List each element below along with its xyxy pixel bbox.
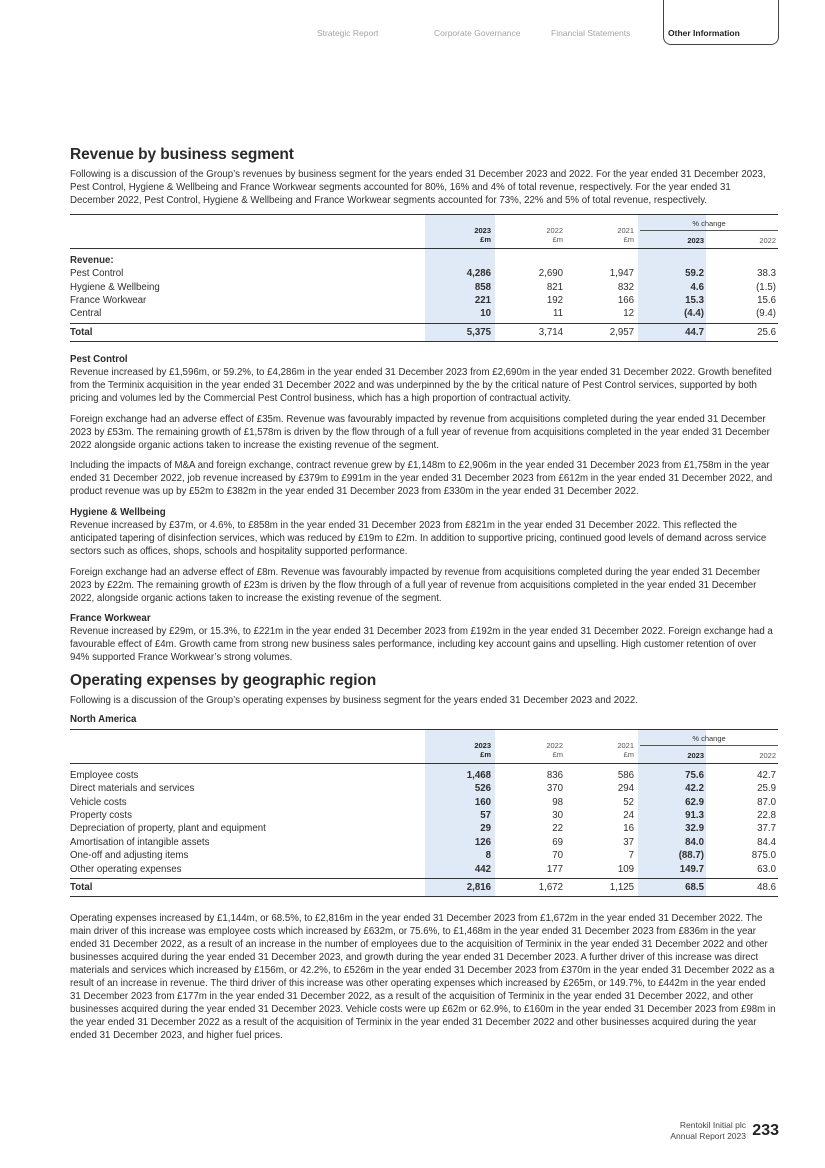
cell-2023: 10 [480,308,491,320]
hygiene-p1: Revenue increased by £37m, or 4.6%, to £858m in the year ended 31 December 2023 from £821m in the year ended 31 December 2022. This reflected the anticipated tapering of disinfection services, which was reduced by £19m to £2m. In addition to supportive pricing, continued good levels of demand across service sectors such as offices, shops, schools and hospitality supported performance. [70,520,767,557]
table-row [70,822,778,835]
col-2023: 2023 [474,225,491,235]
row-label: Hygiene & Wellbeing [70,281,160,293]
cell-2023: 29 [480,823,491,835]
pct-change-label: % change [692,733,726,743]
row-label: Direct materials and services [70,783,195,795]
cell-2023: 8 [485,850,491,862]
cell-change-2022: 38.3 [757,268,776,280]
pest-control-p2: Foreign exchange had an adverse effect of £35m. Revenue was favourably impacted by revenue from acquisitions completed during the year ended 31 December 2023 by £53m. The remaining growth of £1,578m is driven by the flow through of a full year of revenue from acquisitions completed in the year ended 31 December 2022 alongside organic actions taken to increase the existing revenue of the segment. [70,413,770,451]
cell-change-2023: 15.3 [685,294,704,306]
table-row [70,281,778,294]
cell-change-2023: 32.9 [685,823,704,835]
cell-2023: 57 [480,810,491,822]
cell-2023: 442 [474,863,491,875]
cell-2022: 22 [552,823,563,835]
table-header [70,730,778,763]
cell-2021: 7 [628,850,634,862]
tab-other-information[interactable]: Other Information [668,28,740,38]
pest-control-p1: Revenue increased by £1,596m, or 59.2%, to £4,286m in the year ended 31 December 2023 from £2,690m in the year ended 31 December 2022. Growth benefited from the Terminix acquisition in the year ended 31 December 2022 and was underpinned by the by the critical nature of Pest Control services, supported by both pricing and volumes led by the Commercial Pest Control business, which has a high proportion of contractual activity. [70,366,772,404]
col-change-2023: 2023 [687,235,704,245]
opex-table [70,729,778,898]
cell-2021: 52 [623,796,634,808]
row-label: Pest Control [70,268,124,280]
header-rule [70,248,778,249]
revenue-intro: Following is a discussion of the Group’s revenues by business segment for the years ended 31 December 2023 and 2022. For the year ended 31 December 2023, Pest Control, Hygiene & Wellbeing and France Workwear segments accounted for 80%, 16% and 4% of total revenue, respectively. For the year ended 31 December 2022, Pest Control, Hygiene & Wellbeing and France Workwear segments accounted for 73%, 22% and 5% of total revenue, respectively. [70,169,766,206]
cell-2023: 526 [474,783,491,795]
opex-intro: Following is a discussion of the Group’s operating expenses by business segment for the years ended 31 December 2023 and 2022. [70,695,638,707]
table-row [70,267,778,280]
unit-2023: £m [480,749,491,759]
table-row [70,809,778,822]
total-2021: 2,957 [609,326,634,338]
total-2023: 5,375 [466,326,491,338]
france-workwear-heading: France Workwear [70,613,151,625]
cell-change-2022: 875.0 [751,850,776,862]
total-2022: 1,672 [538,882,563,894]
france-workwear-p1: Revenue increased by £29m, or 15.3%, to £221m in the year ended 31 December 2023 from £192m in the year ended 31 December 2022. Foreign exchange had a favourable effect of £4m. Growth came from strong new business sales performance, including key account gains and upselling. High customer retention of over 94% supported France Workwear’s strong volumes. [70,626,773,664]
cell-2022: 177 [546,863,563,875]
revenue-heading: Revenue by business segment [70,146,294,163]
cell-2023: 858 [474,281,491,293]
cell-2022: 70 [552,850,563,862]
col-2023: 2023 [474,740,491,750]
cell-2023: 1,468 [466,769,491,781]
table-row [70,849,778,862]
table-header [70,215,778,248]
col-2021: 2021 [617,225,634,235]
row-label: One-off and adjusting items [70,850,189,862]
page-number: 233 [752,1122,779,1139]
unit-2021: £m [623,234,634,244]
section-label-row [70,254,778,267]
total-change-2022: 25.6 [757,326,776,338]
cell-2021: 832 [617,281,634,293]
pct-change-rule [640,230,778,231]
cell-2021: 37 [623,836,634,848]
section-label: Revenue: [70,254,114,266]
unit-2022: £m [552,234,563,244]
cell-change-2022: 87.0 [757,796,776,808]
cell-2023: 221 [474,294,491,306]
table-total-row [70,881,778,894]
cell-2022: 30 [552,810,563,822]
cell-change-2022: (1.5) [756,281,776,293]
tab-strategic-report[interactable]: Strategic Report [317,28,379,38]
cell-2023: 126 [474,836,491,848]
table-bottom-rule [70,341,778,342]
hygiene-p2: Foreign exchange had an adverse effect of £8m. Revenue was favourably impacted by revenue from acquisitions completed during the year ended 31 December 2023 by £22m. The remaining growth of £23m is driven by the flow through of a full year of revenue from acquisitions completed in the year ended 31 December 2022, alongside organic actions taken to increase the existing revenue of the segment. [70,566,761,604]
unit-2022: £m [552,749,563,759]
total-2021: 1,125 [609,882,634,894]
pest-control-p3: Including the impacts of M&A and foreign exchange, contract revenue grew by £1,148m to £2,906m in the year ended 31 December 2023 from £1,758m in the year ended 31 December 2022, job revenue increased by £379m to £991m in the year ended 31 December 2023 from £612m in the year ended 31 December 2022, and product revenue was up by £52m to £382m in the year ended 31 December 2023 from £330m in the year ended 31 December 2022. [70,460,773,498]
unit-2021: £m [623,749,634,759]
cell-change-2022: 22.8 [757,810,776,822]
cell-change-2022: 25.9 [757,783,776,795]
table-row [70,307,778,320]
cell-2021: 1,947 [609,268,634,280]
cell-2022: 821 [546,281,563,293]
cell-change-2023: (88.7) [678,850,704,862]
cell-2023: 160 [474,796,491,808]
cell-change-2023: 42.2 [685,783,704,795]
page-content [70,146,778,1050]
col-2021: 2021 [617,740,634,750]
row-label: Vehicle costs [70,796,127,808]
cell-change-2023: 75.6 [685,769,704,781]
footer-report-name: Annual Report 2023 [670,1131,746,1141]
north-america-heading: North America [70,714,137,725]
cell-change-2023: 4.6 [690,281,704,293]
table-row [70,769,778,782]
cell-2021: 109 [617,863,634,875]
total-change-2023: 68.5 [685,882,704,894]
table-bottom-rule [70,896,778,897]
table-row [70,294,778,307]
cell-change-2023: 91.3 [685,810,704,822]
footer-company [670,1120,746,1142]
cell-2022: 370 [546,783,563,795]
cell-change-2022: 84.4 [757,836,776,848]
table-row [70,836,778,849]
row-label: Depreciation of property, plant and equipment [70,823,266,835]
total-2023: 2,816 [466,882,491,894]
cell-change-2022: 42.7 [757,769,776,781]
footer-company-name: Rentokil Initial plc [679,1120,746,1130]
revenue-table [70,214,778,342]
cell-2021: 16 [623,823,634,835]
col-change-2022: 2022 [759,235,776,245]
col-change-2022: 2022 [759,750,776,760]
row-label: Amortisation of intangible assets [70,836,210,848]
hygiene-heading: Hygiene & Wellbeing [70,507,166,519]
cell-2021: 166 [617,294,634,306]
col-2022: 2022 [546,225,563,235]
active-tab-frame [663,0,779,45]
row-label: Property costs [70,810,132,822]
cell-change-2023: 62.9 [685,796,704,808]
cell-change-2023: 84.0 [685,836,704,848]
total-label: Total [70,882,93,894]
row-label: Employee costs [70,769,139,781]
cell-change-2022: 15.6 [757,294,776,306]
table-row [70,796,778,809]
pct-change-rule [640,745,778,746]
section-nav [0,0,825,46]
cell-2021: 586 [617,769,634,781]
cell-2022: 2,690 [538,268,563,280]
cell-2022: 192 [546,294,563,306]
cell-2022: 98 [552,796,563,808]
cell-2021: 24 [623,810,634,822]
cell-change-2022: 37.7 [757,823,776,835]
tab-financial-statements[interactable]: Financial Statements [551,28,631,38]
cell-2022: 69 [552,836,563,848]
col-change-2023: 2023 [687,750,704,760]
pct-change-label: % change [692,218,726,228]
total-change-2023: 44.7 [685,326,704,338]
header-rule [70,763,778,764]
row-label: France Workwear [70,294,147,306]
cell-change-2022: 63.0 [757,863,776,875]
pest-control-heading: Pest Control [70,354,128,366]
table-row [70,782,778,795]
cell-2022: 836 [546,769,563,781]
table-total-row [70,326,778,339]
cell-2022: 11 [552,308,563,320]
total-change-2022: 48.6 [757,882,776,894]
table-row [70,863,778,876]
tab-corporate-governance[interactable]: Corporate Governance [434,28,521,38]
total-label: Total [70,326,93,338]
cell-change-2023: (4.4) [684,308,704,320]
cell-change-2023: 149.7 [679,863,704,875]
cell-change-2022: (9.4) [756,308,776,320]
total-2022: 3,714 [538,326,563,338]
row-label: Other operating expenses [70,863,182,875]
opex-heading: Operating expenses by geographic region [70,672,377,690]
col-2022: 2022 [546,740,563,750]
cell-2023: 4,286 [466,268,491,280]
cell-2021: 294 [617,783,634,795]
total-rule [70,878,778,879]
row-label: Central [70,308,102,320]
cell-2021: 12 [623,308,634,320]
cell-change-2023: 59.2 [685,268,704,280]
total-rule [70,323,778,324]
opex-discussion: Operating expenses increased by £1,144m, or 68.5%, to £2,816m in the year ended 31 December 2023 from £1,672m in the year ended 31 December 2022. The main driver of this increase was employee costs which increased by £632m, or 75.6%, to £1,468m in the year ended 31 December 2023 from £836m in the year ended 31 December 2022, as a result of an increase in the number of employees due to the acquisition of Terminix in the year ended 31 December 2022 and other businesses acquired during the year ended 31 December 2023, and growth during the year ended 31 December 2023. A further driver of this increase was direct materials and services which increased by £156m, or 42.2%, to £526m in the year ended 31 December 2023 from £370m in the year ended 31 December 2022 as a result of an increase in revenue. The third driver of this increase was other operating expenses which increased by £265m, or 149.7%, to £442m in the year ended 31 December 2023 from £177m in the year ended 31 December 2022, as a result of the acquisition of Terminix in the year ended 31 December 2022, and other businesses acquired during the year ended 31 December 2023. Vehicle costs were up £62m or 62.9%, to £160m in the year ended 31 December 2023 from £98m in the year ended 31 December 2022 as a result of the acquisition of Terminix in the year ended 31 December 2022 and other businesses acquired during the year ended 31 December 2023, and higher fuel prices. [70,913,776,1041]
unit-2023: £m [480,234,491,244]
